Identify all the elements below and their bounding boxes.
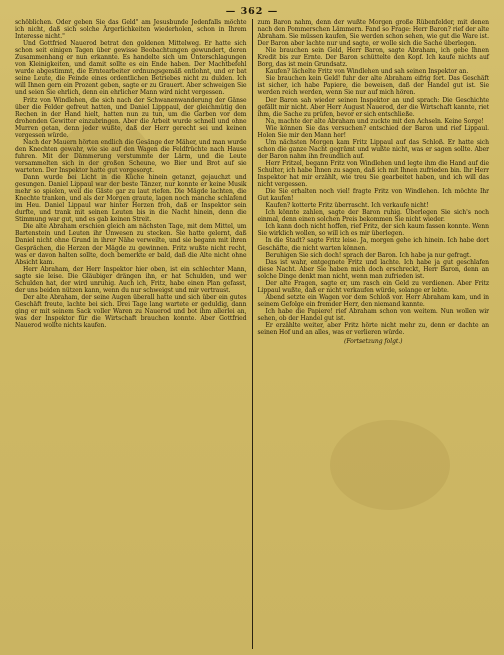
body-paragraph: In die Stadt? sagte Fritz leise. Ja, morgen gehe ich hinein. Ich habe dort Geschäfte, die nicht warten können. (257, 237, 489, 252)
body-paragraph: Na, machte der alte Abraham und zuckte mit den Achseln. Keine Sorge! (265, 117, 484, 125)
body-paragraph: Der alte Fragen, sagte er, um rasch ein Geld zu verdienen. Aber Fritz Lippaul wußte, daß er nicht verkaufen würde, solange er lebte. (257, 279, 489, 294)
body-paragraph: Beruhigen Sie sich doch! sprach der Baron. Ich habe ja nur gefragt. (265, 251, 472, 259)
left-column (10, 19, 252, 649)
body-paragraph: Der alte Abraham, der seine Augen überall hatte und sich über ein gutes Geschäft freute, lachte bei sich. Drei Tage lang wartete er geduldig, dann ging er mit seinem Sack voller Waren zu Nauerod und bot ihm allerlei an, was der Inspektor für die Wirtschaft brauchen konnte. Aber Gottfried Nauerod wollte nichts kaufen. (15, 293, 247, 330)
body-paragraph: Herr Fritzel, begann Fritz von Windlehen und legte ihm die Hand auf die Schulter, ich habe Ihnen zu sagen, daß ich mit Ihnen zufrieden bin. Ihr Herr Inspektor hat mir erzählt, wie treu Sie gearbeitet haben, und ich will das nicht vergessen. (257, 159, 489, 189)
body-paragraph: zum Baron nahm, denn der wußte Morgen große Rübenfelder, mit denen nach den Pommerschen Lämmern. Fand so Frage: Herr Baron? rief der alte Abraham. Sie müssen kaufen, Sie werden schon sehen, wie gut die Ware ist. Der Baron aber lachte nur und sagte, er wolle sich die Sache überlegen. (257, 19, 489, 48)
right-column (253, 19, 495, 649)
body-paragraph: Ich kann doch nicht hoffen, rief Fritz, der sich kaum fassen konnte. Wenn Sie wirklich wollen, so will ich es mir überlegen. (257, 223, 489, 238)
body-paragraph: Die alte Abraham erschien gleich am nächsten Tage, mit dem Mittel, um Bartenstein und Leuten ihr Unwesen zu stecken. Sie hatte gelernt, daß Daniel nicht ohne Grund in ihrer Nähe verweilte, und sie begann mit ihren Gesprächen, die Herzen der Mägde zu gewinnen. Fritz wußte nicht recht, was er davon halten sollte, doch bemerkte er bald, daß die Alte nicht ohne Absicht kam. (15, 223, 247, 266)
body-paragraph: Der Baron sah wieder seinen Inspektor an und sprach: Die Geschichte gefällt mir nicht. Aber Herr August Nauerod, der die Wirtschaft kannte, riet ihm, die Sache zu prüfen, bevor er sich entschließe. (257, 96, 489, 118)
body-paragraph: Ich habe die Papiere! rief Abraham schon von weitem. Nun wollen wir sehen, ob der Handel gut ist. (257, 307, 489, 322)
body-paragraph: Fritz von Windlehen, die sich nach der Schwanenwanderung der Gänse über die Felder gefreut hatten, und Daniel Lipppaul, der gleichmütig den Rechen in der Hand hielt, hatten nun zu tun, um die Garben vor dem drohenden Gewitter einzubringen. Aber die Arbeit wurde schnell und ohne Murren getan, denn jeder wußte, daß der Herr gerecht sei und keinen vergessen würde. (15, 96, 247, 139)
body-paragraph: Abend setzte ein Wagen vor dem Schloß vor. Herr Abraham kam, und in seinem Gefolge ein fremder Herr, den niemand kannte. (257, 293, 489, 308)
body-paragraph: Ich könnte zahlen, sagte der Baron ruhig. Überlegen Sie sich's noch einmal, denn einen solchen Preis bekommen Sie nicht wieder. (257, 209, 489, 224)
body-paragraph: schöblichen. Oder geben Sie das Geld" am Jesusbunde Jedenfalls möchte ich nicht, daß sich solche Ärgerlichkeiten wiederholen, schon in Ihrem Interesse nicht." (15, 19, 247, 41)
continuation-note: (Fortsetzung folgt.) (344, 338, 403, 346)
body-paragraph: Nie brauchen sein Geld, Herr Baron, sagte Abraham, ich gebe Ihnen Kredit bis zur Ernte. Der Baron schüttelte den Kopf. Ich kaufe nichts auf Borg, das ist mein Grundsatz. (257, 47, 489, 69)
body-paragraph: Dann wurde bei Licht in die Küche hinein getanzt, gejauchzt und gesungen. Daniel Lippaul war der beste Tänzer, nur konnte er keine Musik mehr so spielen, weil die Gäste gar zu laut riefen. Die Mägde lachten, die Knechte tranken, und als der Morgen graute, lagen noch manche schlafend im Heu. Daniel Lippaul war hinter Herzen froh, daß er Inspektor sein durfte, und trank mit seinen Leuten bis in die Nacht hinein, denn die Stimmung war gut, und es gab keinen Streit. (15, 174, 247, 224)
body-paragraph: Das ist wahr, entgegnete Fritz und lachte. Ich habe ja gut geschlafen diese Nacht. Aber Sie haben mich doch erschreckt, Herr Baron, denn an solche Dinge denkt man nicht, wenn man zufrieden ist. (257, 258, 489, 280)
body-paragraph: Herr Abraham, der Herr Inspektor hier oben, ist ein schlechter Mann, sagte sie leise. Die Gläubiger drängen ihn, er hat Schulden, und wer Schulden hat, der wird unruhig. Auch ich, Fritz, habe einen Plan gefasst, der uns beiden nützen kann, wenn du nur schweigst und mir vertraust. (15, 265, 247, 294)
page-number: — 362 — (225, 6, 279, 17)
body-paragraph: Wie können Sie das versuchen? entschied der Baron und rief Lippaul. Holen Sie mir den Mann her! (257, 124, 489, 139)
body-paragraph: Die Sie erhalten noch viel! fragte Fritz von Windlehen. Ich möchte Ihr Gut kaufen! (257, 188, 489, 203)
body-paragraph: Nach der Mauern hörten endlich die Gesänge der Mäher, und man wurde den Knechten gewahr, wie sie auf den Wagen die Feldfrüchte nach Hause fuhren. Mit der Dämmerung verstummte der Lärm, und die Leute versammelten sich in der großen Scheune, wo Bier und Brot auf sie warteten. Der Inspektor hatte gut vorgesorgt. (15, 138, 247, 174)
text-columns (10, 19, 494, 649)
body-paragraph: Kaufen? lächelte Fritz von Windlehen und sah seinen Inspektor an. (265, 68, 469, 76)
body-paragraph: Um nächsten Morgen kam Fritz Lippaul auf das Schloß. Er hatte sich schon die ganze Nacht gegrämt und wußte nicht, was er sagen sollte. Aber der Baron nahm ihn freundlich auf. (257, 138, 489, 160)
body-paragraph: Und Gottfried Nauerod betrat den goldenen Mittelweg. Er hatte sich schon seit einigen Tagen über gewisse Beobachtungen gewundert, deren Zusammenhang er nun erkannte. Es handelte sich um Unterschlagungen von Kleinigkeiten, und damit sollte es ein Ende haben. Der Machtbefehl wurde abgestimmt, die Erntearbeiter ordnungsgemäß entlohnt, und er bat seine Leute, die Feinde eines ordentlichen Betriebes nicht zu dulden. Ich will Ihnen gern ein Prozent geben, sagte er zu Grauert. Aber schweigen Sie und seien Sie ehrlich, denn ein ehrlicher Mann wird nicht vergessen. (15, 40, 247, 97)
body-paragraph: Sie brauchen kein Geld! fuhr der alte Abraham eifrig fort. Das Geschäft ist sicher, ich habe Papiere, die beweisen, daß der Handel gut ist. Sie werden reich werden, wenn Sie nur auf mich hören. (257, 75, 489, 97)
body-paragraph: Kaufen? kotterte Fritz überrascht. Ich verkaufe nicht! (265, 202, 429, 210)
body-paragraph: Er erzählte weiter, aber Fritz hörte nicht mehr zu, denn er dachte an seinen Hof und an alles, was er verlieren würde. (257, 322, 489, 337)
